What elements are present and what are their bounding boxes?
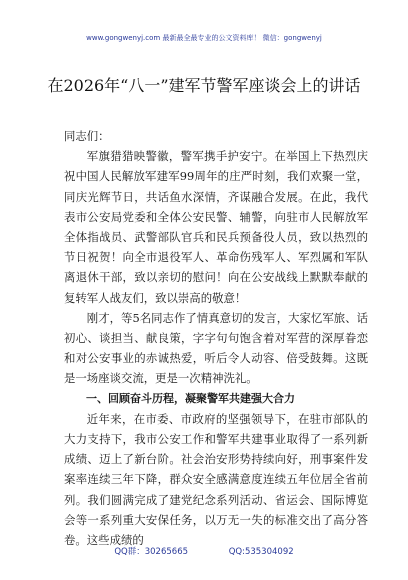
document-body bbox=[64, 126, 368, 550]
qq-number: QQ:535304092 bbox=[228, 547, 294, 557]
paragraph: 刚才，等5名同志作了情真意切的发言，大家忆军旅、话初心、谈担当、献良策，字字句句饱含着对军营的深厚眷恋和对公安事业的赤诚热爱，听后令人动容、倍受鼓舞。这既是一场座谈交流，更是一次精神洗礼。 bbox=[64, 310, 368, 386]
paragraph: 近年来，在市委、市政府的坚强领导下，在驻市部队的大力支持下，我市公安工作和警军共建事业取得了一系列新成绩、迈上了新台阶。社会治安形势持续向好，刑事案件发案率连续三年下降，群众安全感满意度连续五年位居全省前列。我们圆满完成了建党纪念系列活动、省运会、国际博览会等一系列重大安保任务，以万无一失的标准交出了高分答卷。这些成绩的 bbox=[64, 411, 368, 548]
section-heading: 一、回顾奋斗历程，凝聚警军共建强大合力 bbox=[86, 391, 295, 405]
page-footer bbox=[0, 545, 408, 557]
greeting: 同志们： bbox=[64, 129, 110, 143]
qq-group: QQ群：30265665 bbox=[114, 547, 189, 557]
paragraph: 军旗猎猎映警徽，警军携手护安宁。在举国上下热烈庆祝中国人民解放军建军99周年的庄严时刻，我们欢聚一堂，同庆光辉节日，共话鱼水深情，齐谋融合发展。在此，我代表市公安局党委和全体公安民警、辅警，向驻市人民解放军全体指战员、武警部队官兵和民兵预备役人员，致以热烈的节日祝贺！向全市退役军人、革命伤残军人、军烈属和军队离退休干部，致以亲切的慰问！向在公安战线上默默奉献的复转军人战友们，致以崇高的敬意！ bbox=[64, 149, 368, 305]
page-header: www.gongwenyj.com 最新最全最专业的公文资料库！ 微信：gongwenyj bbox=[86, 34, 322, 42]
document-title: 在2026年“八一”建军节警军座谈会上的讲话 bbox=[47, 76, 361, 95]
